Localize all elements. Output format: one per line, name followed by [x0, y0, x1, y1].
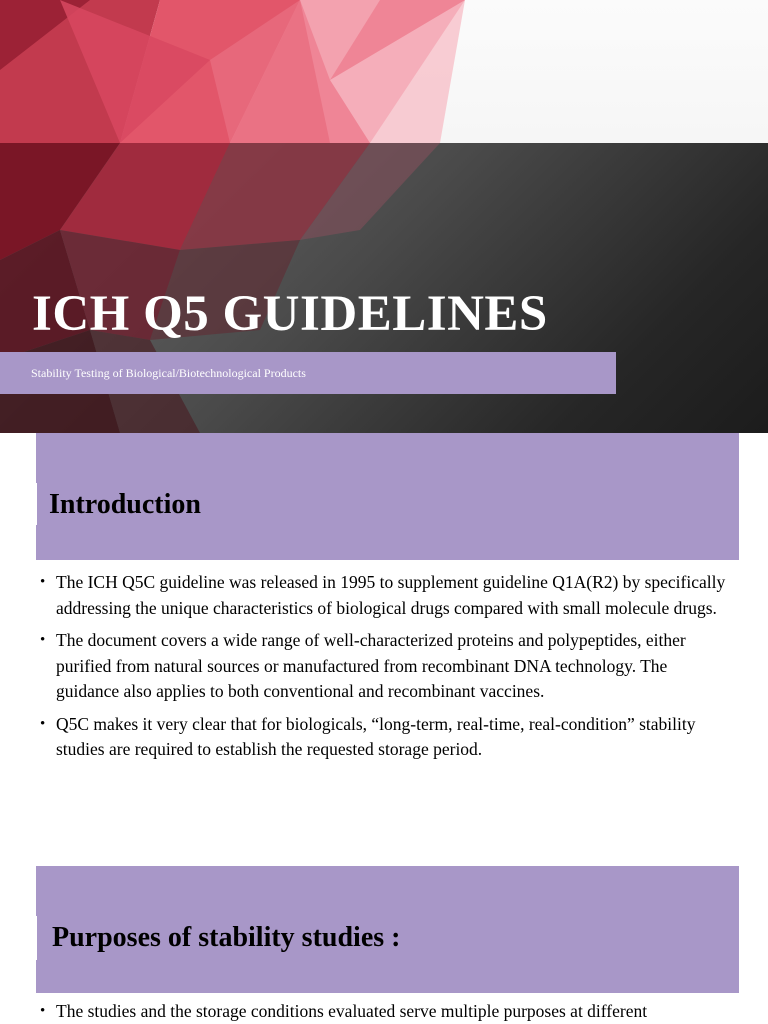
introduction-heading: Introduction [49, 489, 201, 520]
introduction-bullet-list [40, 570, 730, 770]
bullet-text: The ICH Q5C guideline was released in 1995 to supplement guideline Q1A(R2) by specifically addressing the unique characteristics of biological drugs compared with small molecule drugs. [56, 572, 726, 618]
bullet-icon: • [40, 1003, 46, 1019]
bullet-text: The document covers a wide range of well-characterized proteins and polypeptides, either purified from natural sources or manufactured from recombinant DNA technology. The guidance also applies to both conventional and recombinant vaccines. [56, 630, 686, 701]
bullet-item [40, 712, 730, 763]
slide-title: ICH Q5 GUIDELINES [32, 286, 548, 342]
bullet-item [40, 570, 730, 621]
bullet-text: Q5C makes it very clear that for biologicals, “long-term, real-time, real-condition” stability studies are required to establish the requested storage period. [56, 713, 696, 759]
introduction-slide [0, 433, 768, 866]
title-slide [0, 0, 768, 433]
bullet-text: The studies and the storage conditions evaluated serve multiple purposes at different [56, 1001, 648, 1021]
bullet-item [40, 999, 730, 1024]
heading-accent-bar [31, 483, 37, 525]
heading-accent-bar [31, 916, 37, 960]
bullet-icon: • [40, 715, 46, 732]
bullet-icon: • [40, 632, 46, 648]
purposes-bullet-list [40, 999, 730, 1024]
purposes-slide [0, 866, 768, 1024]
slide-subtitle: Stability Testing of Biological/Biotechnological Products [31, 366, 306, 380]
subtitle-bar [0, 352, 616, 394]
bullet-icon: • [40, 574, 46, 590]
bullet-item [40, 628, 730, 705]
purposes-heading: Purposes of stability studies : [52, 922, 401, 953]
